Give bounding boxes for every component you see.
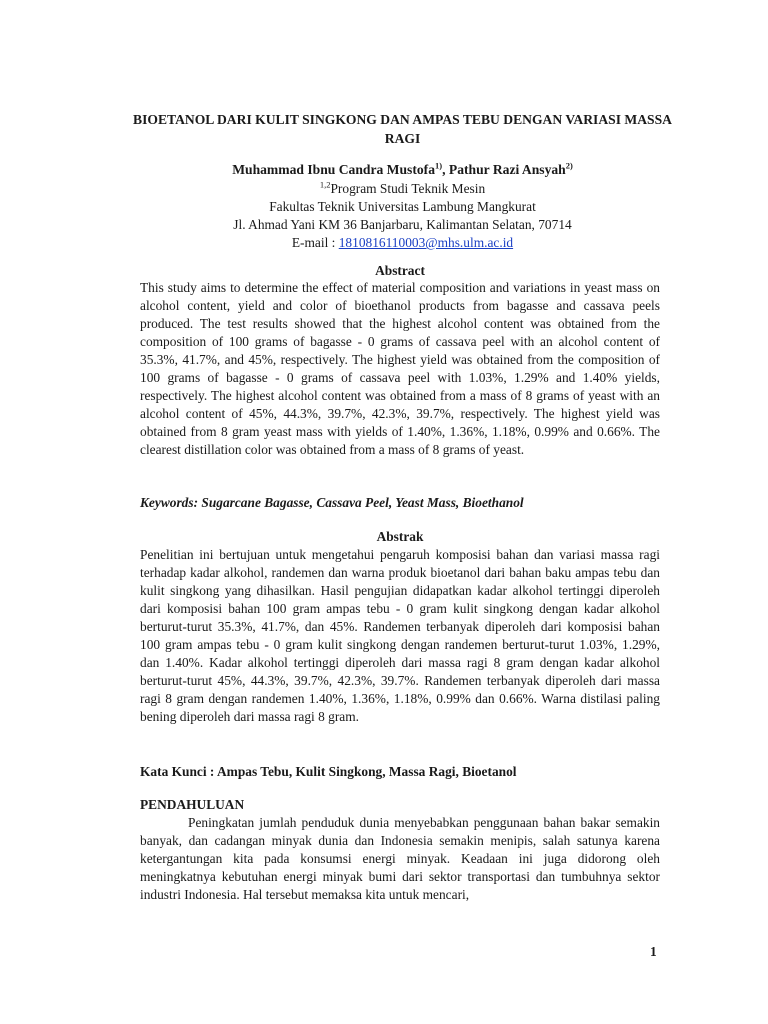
affiliation-mark: 1,2 [319, 179, 331, 190]
affiliation-faculty: Fakultas Teknik Universitas Lambung Mangkurat [269, 199, 536, 214]
author-2-affil-mark: 2) [565, 160, 573, 171]
author-2-name: Pathur Razi Ansyah [448, 162, 566, 177]
author-separator: , [442, 162, 449, 177]
introduction-text: Peningkatan jumlah penduduk dunia menyebabkan penggunaan bahan bakar semakin banyak, dan cadangan minyak dunia dan Indonesia semakin menipis, salah satunya karena ketergantungan kita pada konsumsi energi minyak. Keadaan ini juga didorong oleh meningkatnya kebutuhan energi minyak bumi dari sektor transportasi dan tumbuhnya sektor industri Indonesia. Hal tersebut memaksa kita untuk mencari, [140, 815, 660, 902]
affiliation-email [110, 234, 695, 252]
abstract-keywords: Keywords: Sugarcane Bagasse, Cassava Peel, Yeast Mass, Bioethanol [140, 495, 524, 510]
author-1-affil-mark: 1) [435, 160, 443, 171]
affiliation-program: $^{1,2}$Program Studi Teknik Mesin [319, 179, 486, 196]
abstract-heading: Abstract [375, 263, 425, 278]
section-heading-pendahuluan: PENDAHULUAN [140, 797, 245, 812]
author-list [110, 161, 695, 179]
abstract-text: This study aims to determine the effect of material composition and variations in yeast mass on alcohol content, yield and color of bioethanol products from bagasse and cassava peels produced. The test results showed that the highest alcohol content was obtained from the composition of 100 grams of bagasse - 0 grams of cassava peel with an alcohol content of 35.3%, 41.7%, and 45%, respectively. The highest yield was obtained from the composition of 100 grams of bagasse - 0 grams of cassava peel with 1.03%, 1.29% and 1.40% yields, respectively. The highest alcohol content was obtained from a mass of 8 grams of yeast with an alcohol content of 45%, 44.3%, 39.7%, 42.3%, 39.7%, respectively. The highest yield was obtained from 8 gram yeast mass with yields of 1.40%, 1.36%, 1.18%, 0.99% and 0.66%. The clearest distillation color was obtained from a mass of 8 grams of yeast. [140, 280, 660, 457]
abstrak-text: Penelitian ini bertujuan untuk mengetahui pengaruh komposisi bahan dan variasi massa ragi terhadap kadar alkohol, randemen dan warna produk bioetanol dari bahan baku ampas tebu dan kulit singkong yang dihasilkan. Hasil pengujian didapatkan kadar alkohol tertinggi diperoleh dari komposisi bahan 100 gram ampas tebu - 0 gram kulit singkong dengan kadar alkohol berturut-turut 35.3%, 41.7%, dan 45%. Randemen terbanyak diperoleh dari komposisi bahan 100 gram ampas tebu - 0 gram kulit singkong dengan randemen berturut-turut 1.03%, 1.29%, dan 1.40%. Kadar alkohol tertinggi diperoleh dari massa ragi 8 gram dengan kadar alkohol berturut-turut 45%, 44.3%, 39.7%, 42.3%, 39.7%. Randemen terbanyak diperoleh dari massa ragi 8 gram dengan randemen 1.40%, 1.36%, 1.18%, 0.99% dan 0.66%. Warna distilasi paling bening diperoleh dari massa ragi 8 gram. [140, 547, 660, 724]
paper-title: BIOETANOL DARI KULIT SINGKONG DAN AMPAS TEBU DENGAN VARIASI MASSA RAGI [133, 112, 672, 146]
email-label: E-mail : [291, 235, 339, 250]
page-number: 1 [650, 944, 657, 959]
affiliation-address: Jl. Ahmad Yani KM 36 Banjarbaru, Kalimantan Selatan, 70714 [233, 217, 572, 232]
abstrak-keywords: Kata Kunci : Ampas Tebu, Kulit Singkong, Massa Ragi, Bioetanol [140, 764, 517, 779]
abstrak-heading: Abstrak [376, 529, 424, 544]
author-1-name: Muhammad Ibnu Candra Mustofa [232, 162, 435, 177]
email-link[interactable]: 1810816110003@mhs.ulm.ac.id [338, 235, 514, 250]
